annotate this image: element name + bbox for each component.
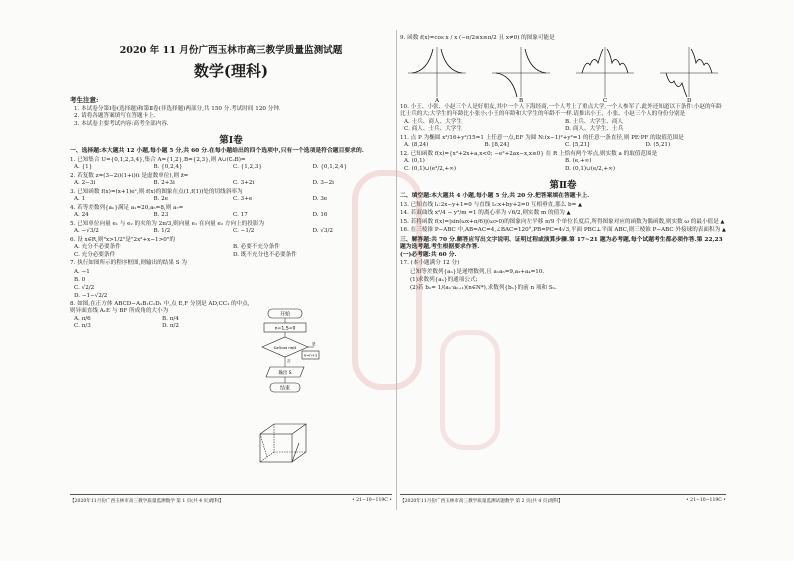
option: C. 商人、士兵、大学生 (404, 126, 462, 132)
question-17-line: (1)求数列{aₙ}的通项公式; (410, 276, 478, 283)
option: A. 2−3i (74, 180, 96, 187)
question: 2. 若复数 z=(3−2i)(1+i)(i 是虚数单位),则 z̄= (70, 172, 189, 179)
option: D. −1−√2/2 (74, 292, 108, 299)
option: A. (8,24) (404, 142, 429, 148)
graph-b (490, 45, 552, 103)
question-17-line: 已知等差数列{aₙ}是递增数列,且 a₁a₅=9,a₂+a₄=10. (410, 268, 545, 275)
flow-init: n=1,S=0 (274, 326, 296, 332)
option: B. 0 (74, 276, 86, 283)
fill-question-text: 13. 已知直线 l₁:2x−y+1=0 与直线 l₂:x+by+2=0 互相垂直,那么 b= (400, 201, 577, 208)
footer-text: 【2020年11月份广西玉林市高三教学质量监测试题数学 第 2 页(共 4 页)理科】 (400, 498, 563, 504)
fill-question-list (400, 202, 726, 235)
volume-1-heading: 第Ⅰ卷 (219, 135, 243, 147)
option: A. 1 (74, 196, 86, 203)
right-page (400, 34, 726, 514)
option: D. √3/2 (312, 228, 333, 235)
option: C. {1,2,3} (233, 164, 262, 171)
option: A. −1 (74, 268, 90, 275)
flow-yes: 是 (312, 342, 316, 346)
option: B. 1/2 (153, 228, 171, 235)
option: C. 3+e (233, 196, 253, 203)
question: 12. 已知函数 f(x)={x²+2x+a,x<0; −e²+2ax−x,x≥0} 在 R 上恰有两个零点,则实数 a 的取值范围是 (400, 150, 658, 157)
fill-question (400, 202, 726, 210)
notice-item: 3. 本试卷主要考试内容:高考全部内容. (74, 120, 169, 127)
question-6-options (70, 244, 392, 259)
option: D. 3e (312, 196, 328, 203)
option: C. −1/2 (233, 228, 255, 235)
option: B. {0,2,4} (153, 164, 183, 171)
question-8-options (70, 316, 250, 331)
graph-label: C (603, 97, 608, 103)
fill-question-text: 16. 在三棱锥 P−ABC 中,AB=AC=4,∠BAC=120°,PB=PC=4√3,平面 PBC⊥平面 ABC,则三棱锥 P−ABC 外接球的表面积为 (400, 227, 721, 234)
fill-question-text: 15. 若将函数 f(x)=|sin(ωx+π/6)|(ω>0)的图象向左平移 π/9 个单位长度后,所得图象对应的函数为偶函数,则实数 ω 的最小值是 (400, 218, 719, 225)
option: C. (0,1)∪(e²/2,+∞) (404, 165, 457, 172)
fill-question (400, 210, 726, 218)
exam-title: 2020 年 11 月份广西玉林市高三教学质量监测试题 (119, 45, 343, 56)
question: 5. 已知单位向量 e₁ 与 e₂ 的夹角为 2π/3,则向量 e₁ 在向量 e₂ 方向上的投影为 (70, 220, 265, 227)
section-2-instructions: 二、填空题:本大题共 4 小题,每小题 5 分,共 20 分.把答案填在答题卡上. (400, 193, 590, 199)
option: A. 充分不必要条件 (74, 244, 121, 251)
option: C. 充分必要条件 (74, 251, 116, 258)
section-1-instructions: 一、选择题:本大题共 12 小题,每小题 5 分,共 60 分.在每小题给出的四个选项中,只有一个选项是符合题目要求的. (70, 148, 364, 155)
fill-question-text: 14. 若双曲线 x²/4 − y²/m =1 的离心率为 √6/2,则实数 m 的值为 (400, 210, 565, 217)
answer-blank: ▲ (578, 201, 582, 208)
option: C. [5,21] (565, 142, 590, 148)
option: B. [8,24] (484, 142, 509, 148)
notice-heading: 考生注意: (70, 96, 99, 104)
option: C. 3+2i (233, 180, 255, 187)
answer-blank: ▲ (720, 218, 725, 225)
graph-d (658, 45, 720, 103)
question-7: 7. 执行如图所示的程序框图,则输出的结果 S 为 (70, 260, 187, 267)
cube-figure (256, 420, 312, 466)
required-questions-heading: (一)必考题:共 60 分. (400, 251, 457, 258)
question-list (70, 157, 392, 236)
option: C. π/3 (74, 323, 91, 330)
option: A. −√3/2 (74, 228, 99, 235)
question-options (70, 180, 392, 188)
question-8: 8. 如图,在正方体 ABCD−A₁B₁C₁D₁ 中,点 E,F 分别是 AD,CC₁ 的中点,则异面直线 A₁E 与 BF 所成角的大小为 (70, 300, 250, 315)
graph-label: A (435, 97, 440, 103)
option: D. 3−2i (312, 180, 334, 187)
option: B. 2+3i (153, 180, 175, 187)
option: D. (0,1)∪(e/2,+∞) (565, 165, 616, 172)
graph-label: D (687, 97, 692, 103)
program-flowchart (250, 307, 320, 417)
option: A. (0,1) (404, 158, 425, 164)
notice-item: 2. 请将各题答案填写在答题卡上. (74, 113, 156, 120)
flow-end: 结束 (279, 385, 291, 392)
right-footer (400, 494, 726, 506)
notice-item: 1. 本试卷分第Ⅰ卷(选择题)和第Ⅱ卷(非选择题)两部分,共 150 分.考试时间 120 分钟. (74, 106, 281, 112)
graph-label: B (519, 97, 524, 103)
flow-no: 否 (287, 359, 291, 363)
option: A. 24 (74, 212, 89, 219)
exam-subtitle: 数学(理科) (193, 62, 269, 80)
question-options (400, 158, 726, 173)
fill-question (400, 227, 726, 235)
question-6: 6. 设 x∈R,则"x>1/2"是"2x²+x−1>0"的 (70, 236, 175, 243)
option: B. 士兵、大学生、商人 (565, 118, 624, 125)
flow-step: n=n+1 (303, 352, 318, 358)
option: D. (5,21) (645, 142, 671, 148)
question: 11. 点 P 为椭圆 x²/16+y²/15=1 上任意一点,EF 为圆 N:(x−1)²+y²=1 的任意一条直径,则 PE·PF 的取值范围是 (400, 134, 684, 141)
option: D. π/2 (162, 323, 179, 330)
question-17-heading: 17. (本小题满分 12 分) (400, 260, 460, 267)
option: D. 商人、大学生、士兵 (565, 126, 624, 132)
section-3-instructions: 三、解答题:共 70 分.解答应写出文字说明、证明过程或演算步骤.第 17~21 题为必考题,每个试题考生都必须作答.第 22,23 题为选考题,考生根据要求作答. (400, 236, 723, 251)
question-17-body (400, 268, 726, 292)
option: B. 2e (153, 196, 169, 203)
question: 3. 已知函数 f(x)=(x+1)eˣ,则 f(x)的图象在点(1,f(1))处的切线斜率为 (70, 188, 243, 195)
question-options (400, 142, 726, 150)
question-options (70, 212, 392, 220)
option: C. √2/2 (74, 284, 95, 291)
question-9-graphs (400, 43, 726, 103)
answer-blank: ▲ (721, 227, 726, 234)
option: D. 既不充分也不必要条件 (233, 251, 297, 258)
question: 1. 已知集合 U={0,1,2,3,4},集合 A={1,2},B={2,3},则 A∪(∁ᵤB)= (70, 156, 246, 163)
question: 4. 若等差数列{aₙ}满足 a₁=20,a₅=8,则 a₇= (70, 204, 184, 211)
option: B. 必要不充分条件 (233, 244, 280, 251)
flow-condition: S≥5cos nπ/4 (273, 346, 297, 350)
option: B. 23 (153, 212, 169, 219)
footer-code: • 21−10−119C • (351, 498, 392, 503)
question: 10. 小王、小张、小赵三个人是好朋友,其中一个人下海经商,一个人考上了重点大学,一个人参军了.此外还知道以下条件:小赵的年龄比士兵的大;大学生的年龄比小张小;小王的年龄和大学生的年龄不一样.请推出小王、小张、小赵三个人的身份分别是 (400, 103, 722, 117)
question-options (70, 228, 392, 236)
option: D. 16 (312, 212, 328, 219)
question-options (70, 196, 392, 204)
option: A. π/6 (74, 315, 91, 322)
left-footer (70, 494, 392, 506)
question-7-options (70, 268, 392, 300)
footer-text: 【2020年11月份广西玉林市高三教学质量监测数学 第 1 页(共 4 页)理科】 (70, 498, 224, 504)
left-page (70, 34, 392, 514)
option: A. {1} (74, 164, 93, 171)
graph-c (574, 45, 636, 103)
flow-output: 输出 S (278, 371, 292, 376)
option: C. 17 (233, 212, 248, 219)
footer-code: • 21−10−119C • (685, 498, 726, 503)
question-9: 9. 函数 f(x)=cos x / x (−π/2≤x≤π/2 且 x≠0) 的图象可能是 (400, 35, 555, 41)
option: B. (e,+∞) (565, 158, 592, 164)
question-options (70, 164, 392, 172)
question-17-line: (2)若 bₙ= 1/(aₙ·aₙ₊₁)(n∈N*),求数列{bₙ}的前 n 项和 Sₙ. (410, 284, 557, 291)
option: D. {0,1,2,4} (312, 164, 348, 171)
fill-question (400, 219, 726, 227)
question-list (400, 104, 726, 174)
graph-a (406, 45, 468, 103)
flow-start: 开始 (279, 311, 291, 318)
option: B. π/4 (162, 315, 179, 322)
volume-2-heading: 第Ⅱ卷 (549, 180, 577, 191)
page-divider (396, 30, 397, 510)
answer-blank: ▲ (566, 210, 571, 217)
question-options (400, 119, 726, 134)
option: A. 士兵、商人、大学生 (404, 118, 462, 125)
